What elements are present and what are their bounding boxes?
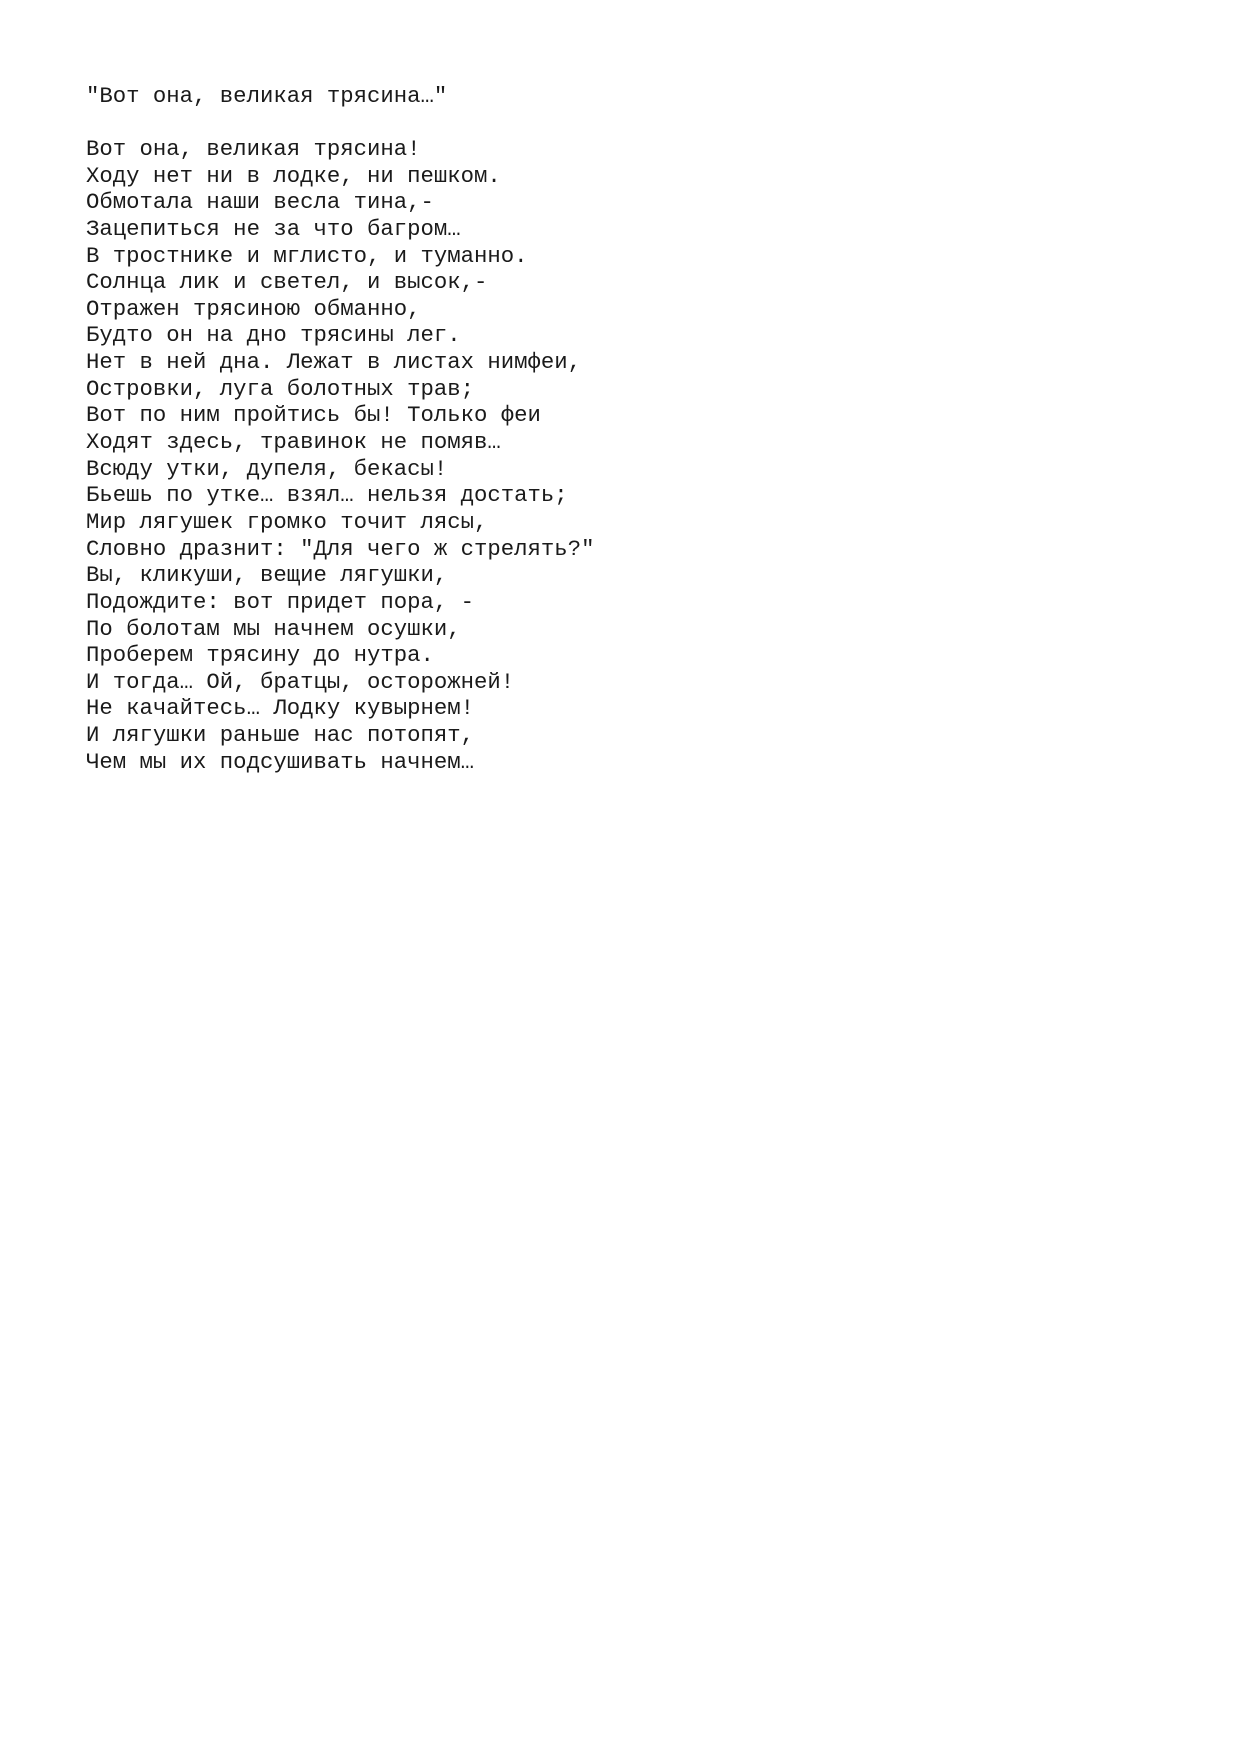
poem-line: И тогда… Ой, братцы, осторожней! <box>86 668 515 695</box>
poem-line: И лягушки раньше нас потопят, <box>86 722 475 749</box>
poem-line: Словно дразнит: "Для чего ж стрелять?" <box>86 535 595 562</box>
poem-line: Не качайтесь… Лодку кувырнем! <box>86 695 475 722</box>
poem-line: Нет в ней дна. Лежат в листах нимфеи, <box>86 349 582 376</box>
poem-line: Мир лягушек громко точит лясы, <box>86 508 488 535</box>
poem-line: Всюду утки, дупеля, бекасы! <box>86 455 448 482</box>
poem-line: Островки, луга болотных трав; <box>86 375 475 402</box>
poem-line: Обмотала наши весла тина,- <box>86 189 434 216</box>
poem-line: Зацепиться не за что багром… <box>86 215 461 242</box>
poem-line: Чем мы их подсушивать начнем… <box>86 748 475 775</box>
poem-line: Отражен трясиною обманно, <box>86 295 421 322</box>
poem-line: Ходу нет ни в лодке, ни пешком. <box>86 162 501 189</box>
poem-line: Ходят здесь, травинок не помяв… <box>86 429 501 456</box>
poem-line: По болотам мы начнем осушки, <box>86 615 461 642</box>
poem-line: В тростнике и мглисто, и туманно. <box>86 242 528 269</box>
poem-line: Вы, кликуши, вещие лягушки, <box>86 562 448 589</box>
poem-title: "Вот она, великая трясина…" <box>86 83 448 109</box>
poem-body <box>86 136 594 775</box>
poem-line: Проберем трясину до нутра. <box>86 642 434 669</box>
poem-line: Вот она, великая трясина! <box>86 136 421 162</box>
poem-line: Будто он на дно трясины лег. <box>86 322 461 349</box>
poem-line: Вот по ним пройтись бы! Только феи <box>86 402 541 429</box>
poem-line: Бьешь по утке… взял… нельзя достать; <box>86 482 568 509</box>
poem-line: Подождите: вот придет пора, - <box>86 588 475 615</box>
poem-line: Солнца лик и светел, и высок,- <box>86 269 488 296</box>
